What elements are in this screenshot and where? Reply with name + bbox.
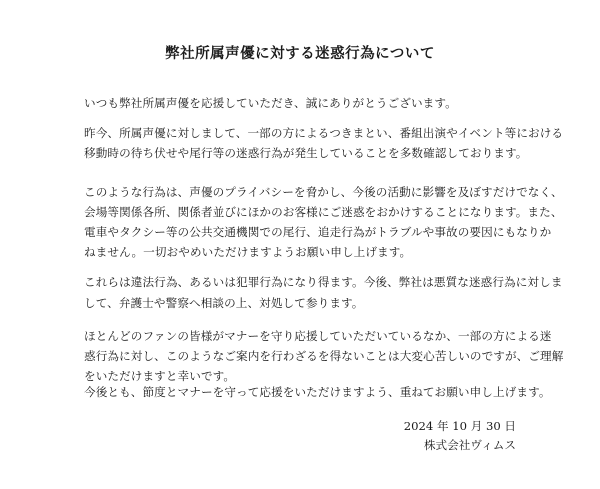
paragraph-1-line-1: いつも弊社所属声優を応援していただき、誠にありがとうございます。: [84, 96, 457, 110]
paragraph-4-line-1: これらは違法行為、あるいは犯罪行為になり得ます。今後、弊社は悪質な迷惑行為に対しま: [84, 275, 563, 289]
notice-date: 2024 年 10 月 30 日: [403, 419, 516, 433]
paragraph-3-line-3: 電車やタクシー等の公共交通機関での尾行、追走行為がトラブルや事故の要因にもなりか: [84, 225, 552, 239]
paragraph-5-line-4: 今後とも、節度とマナーを守って応援をいただけますよう、重ねてお願い申し上げます。: [84, 385, 551, 399]
paragraph-5-line-2: 惑行為に対し、このようなご案内を行わざるを得ないことは大変心苦しいのですが、ご理解: [84, 349, 564, 363]
paragraph-4-line-2: して、弁護士や警察へ相談の上、対処して参ります。: [84, 296, 364, 310]
paragraph-2-line-2: 移動時の待ち伏せや尾行等の迷惑行為が発生していることを多数確認しております。: [84, 146, 528, 160]
paragraph-2-line-1: 昨今、所属声優に対しまして、一部の方によるつきまとい、番組出演やイベント等における: [84, 126, 564, 140]
paragraph-3-line-1: このような行為は、声優のプライバシーを脅かし、今後の活動に影響を及ぼすだけでなく、: [84, 185, 563, 199]
paragraph-5-line-1: ほとんどのファンの皆様がマナーを守り応援していただいているなか、一部の方による迷: [84, 329, 552, 343]
paragraph-3-line-4: ねません。一切おやめいただけますようお願い申し上げます。: [84, 245, 412, 259]
paragraph-5-line-3: をいただけますと幸いです。: [84, 369, 236, 383]
notice-title: 弊社所属声優に対する迷惑行為について: [165, 45, 435, 62]
company-name: 株式会社ヴィムス: [423, 438, 516, 452]
paragraph-3-line-2: 会場等関係各所、関係者並びにほかのお客様にご迷惑をおかけすることになります。また、: [84, 205, 563, 219]
